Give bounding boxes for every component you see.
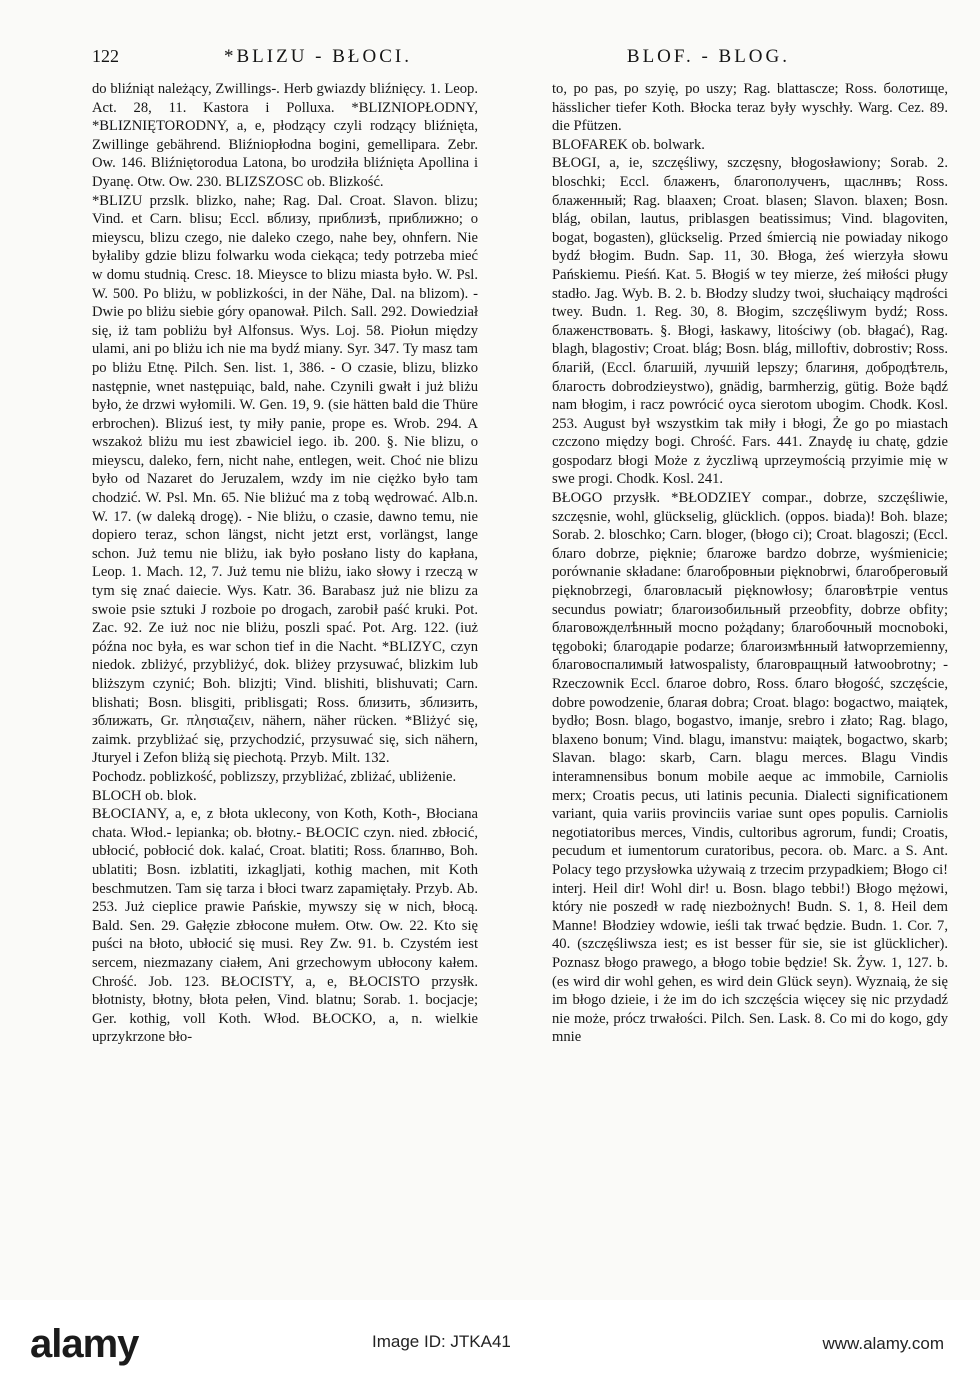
entry-paragraph: BŁOCIANY, a, e, z błota uklecony, von Koth, Koth-, Błociana chata. Włod.- lepianka; ob. błotny.- BŁOCIC czyn. nied. zbłocić, ubłocić, pobłocić dok. kalać, Croat. blatiti; Ross. блапнво, Boh. ublatiti; Bosn. izblatiti, izkagljati, kothig machen, mit Koth beschmutzen. Tam się tarza i błoci twarz zapamiętały. Przyb. Ab. 253. Już cieplice prawie Pańskie, mywszy się w nich, błocą. Bald. Sen. 29. Gałęzie zbłocone mułem. Otw. Ow. 22. Kto się puści na błoto, ubłocić się musi. Rey Zw. 91. b. Czystém iest sercem, niezmazany ciałem, Ani grzechowym ubłocony kałem. Chrość. Job. 123. BŁOCISTY, a, e, BŁOCISTO przysłk. błotnisty, błotny, błota pełen, Vind. blatnu; Sorab. 1. bocjacje; Ger. kothig, voll Koth. Włod. BŁOCKO, a, n. wielkie uprzykrzone bło-: [92, 806, 478, 1046]
entry-paragraph: do bliźniąt należący, Zwillings-. Herb gwiazdy bliźnięcy. 1. Leop. Act. 28, 11. Kastora i Polluxa. *BLIZNIOPŁODNY, *BLIZNIĘTORODNY, a, e, płodzący czyli rodzący bliźnięta, Zwillinge gebährend. Bliźniopłodna bogini, gemellipara. Zebr. Ow. 146. Bliźniętorodua Latona, bo urodziła bliźnięta Apollina i Dyanę. Otw. Ow. 230. BLIZSZOSC ob. Blizkość.: [92, 81, 478, 190]
right-column: [552, 80, 948, 1240]
alamy-logo: alamy: [30, 1322, 139, 1366]
page-number: 122: [92, 46, 119, 66]
entry-paragraph: BLOFAREK ob. bolwark.: [552, 136, 705, 153]
entry-paragraph: BLOCH ob. blok.: [92, 787, 197, 804]
entry-paragraph: *BLIZU przslk. blizko, nahe; Rag. Dal. Croat. Slavon. blizu; Vind. et Carn. blisu; Eccl. вблизу, приблизѣ, приближно; o mieyscu, blizu czego, nie daleko czego, nahe bey, ohnfern. Nie byłaliby gdzie blizu folwarku woda ciekąca; tedy potrzeba mieć w domu studnią. Cresc. 18. Mieysce to blizu miasta było. W. Psl. W. 500. Po bliżu, w poblizkości, in der Nähe, Dal. na blizom). - Dwie po bliżu siebie góry opanował. Pilch. Sall. 292. Dowiedział się, iż tam pobliżu był Alfonsus. Wys. Loj. 58. Piołun między ulami, ani po bliżu ich nie ma bydź miany. Syr. 347. Ty masz tam po bliżu Etnę. Pilch. Sen. list. 1, 386. - O czasie, blizu, blizko następnie, wnet następuiąc, bald, nahe. Czynili gwałt i już bliżu było, że drzwi wyłomili. W. Gen. 19, 9. (sie hätten bald die Thüre erbrochen). Blizuś iest, ty miły panie, prope es. Wrob. 294. A wszakoż bliżu mu iest zbawiciel iego. ib. 200. §. Nie blizu, o mieyscu, daleko, fern, nicht nahe, entlegen, weit. Choć nie blizu było od Nazaret do Jeruzalem, wzdy im nie ciężko było tam chodzić. W. Psl. Mn. 65. Nie bliżuć ma z tobą wędrować. Alb.n. W. 17. (w daleką drogę). - Nie bliżu, o czasie, dawno temu, nie dopiero teraz, schon längst, nicht jetzt erst, vorlängst, lange schon. Już temu nie bliżu, iak było posłano listy do kapłana, Leop. 1. Mach. 12, 7. Już temu nie bliżu, iako słowy i rzeczą w tym się znać daiecie. Wys. Katr. 36. Barabasz już nie blizu za swoie psie sztuki J rozboie po drogach, zarobił paść kruki. Pot. Zac. 92. Ze iuż noc nie bliżu, poszli spać. Pot. Arg. 122. (iuż późna noc była, es war schon tief in die Nacht. *BLIZYC, czyn niedok. zbliżyć, przybliżyć, dok. bliżey przysuwać, blizkim lub bliższym czynić; Boh. blizjti; Vind. blishiti, blishuvati; Carn. blishati; Bosn. blisgiti, priblisgati; Ross. близить, зблизить, зближать, Gr. πλησιαζειν, nähern, näher rücken. *Bliżyć się, zaimk. przybliżać się, przychodzić, przysuwać się, sich nähern, Jturyel i Zefon bliżą się piechotą. Przyb. Milt. 132.: [92, 192, 478, 767]
right-running-head: BLOF. - BLOG.: [626, 46, 790, 67]
entry-paragraph: Pochodz. poblizkość, poblizszy, przybliżać, zbliżać, ubliżenie.: [92, 768, 457, 785]
left-running-head: *BLIZU - BŁOCI.: [224, 46, 413, 67]
entry-paragraph: BŁOGO przysłk. *BŁODZIEY compar., dobrze, szczęśliwie, szczęsnie, wohl, glückselig, glücklich. (oppos. biada)! Boh. blaze; Sorab. 2. bloschko; Carn. bloger, (błogo ci); Croat. blagoszi; (Eccl. благо dobrze, pięknie; благоже bardzo dobrze, wyśmienicie; porównanie składane: благобровныи pięknobrwi, благобреговый pięknobrzegi, благовласый pięknowłosy; благовѣтріе ventus secundus powiatr; благоизобильный przeobfity, dobrze obfity; благовожделѣнный mocno pożądany; благобочный mocnoboki, tęgoboki; благодаріе podarze; благоизмѣнный łatwoprzemienny, благовоспалимый łatwospalisty, благовращный łatwoobrotny; - Rzeczownik Eccl. благое dobro, Ross. благо błogość, szczęście, dobre powodzenie, благая dobra; Croat. blago: bogactwo, maiątek, bydło; Bosn. blago, bogastvo, imanje, srebro i złato; Rag. blago, blaxeno bonum; Vind. blagu, imanstvu: maiątek, bogactwo, skarb; Slavan. blago: skarb, Carn. blagu merces. Blagu Vindis interamnensibus bonum mobile aeque ac immobile, Carniolis merx; Croatis pecus, uti latinis pecunia. Dialecti significationem variant, quia variis provinciis variae sunt opes populis. Carniolis negotiatoribus merces, Vindis, cultoribus agrorum, fundi; Croatis, pecudum et iumentorum curatoribus, pecora. ob. Marc. a S. Ant. Polacy tego przysłowka używaią z trzecim przypadkiem; Błogo ci! interj. Heil dir! Wohl dir! u. Bosn. blago tebbi!) Błogo mężowi, który nie poszedł w radę niezbożnych! Budn. S. 1, 8. Heil dem Manne! Błodziey wdowie, ieśli tak trwać będzie. Budn. 1. Cor. 7, 40. (szczęśliwsza iest; es ist besser für sie, sie ist glücklicher). Poznasz błogo prawego, a błogo tobie będzie! Sk. Żyw. 1, 127. b. (es wird dir wohl gehen, es wird dein Glück seyn). Wyznaią, że się im błogo dzieie, i że im do ich szczęścia więcey się nic przydadź nie może, prócz trwałości. Pilch. Sen. Lask. 8. Co mi do kogo, gdy mnie: [552, 490, 948, 1046]
page-header: [92, 46, 940, 76]
entry-paragraph: to, po pas, po szyię, po uszy; Rag. blattascze; Ross. болотище, hässlicher tiefer Koth. Błocka teraz były wyschły. Warg. Cez. 89. die Pfützen.: [552, 81, 948, 135]
image-id-label: Image ID: JTKA41: [372, 1332, 511, 1351]
entry-paragraph: BŁOGI, a, ie, szczęśliwy, szczęsny, błogosławiony; Sorab. 2. bloschki; Eccl. блаженъ, благополученъ, щаслнвъ; Ross. блаженный; Rag. blaaxen; Croat. blasen; Slavon. blaxen; Bosn. blág, obilan, lautus, priblasgen beatissimus; Vind. blagoviten, bogat, bogasten), glückselig. Przed śmiercią nie powiaday nikogo bydź błogim. Budn. Sap. 11, 30. Błoga, żeś wierzyła słowu Pańskiemu. Pieśń. Kat. 5. Błogiś w tey mierze, żeś miłości pługy stadło. Jag. Wyb. B. 2. b. Błodzy sludzy twoi, słuchaiący mądrości twey. Budn. 1. Reg. 30, 8. Błogim, szczęśliwym bydź; Ross. блаженствовать. §. Błogi, łaskawy, litościwy (ob. błagać), Rag. blagh, blagostiv; Croat. blág; Bosn. blág, milloftiv, dobrostiv; Ross. благiй, (Eccl. благшiй, лучшiй lepszy; благиня, добродѣтель, благость dobrodzieystwo), gnädig, barmherzig, gütig. Boże bądź nam błogim, i racz powrócić oyca sierotom ubogim. Chodk. Kosl. 253. August był wszystkim tak miły i błogi, Że go po miastach czczono między bogi. Chrość. Fars. 441. Znaydę iu chatę, gdzie gospodarz błogi Może z życzliwą uprzeymością przyimie mię w swe progi. Chodk. Kosl. 241.: [552, 155, 948, 488]
site-url: www.alamy.com: [822, 1334, 944, 1353]
left-column: [92, 80, 478, 1240]
